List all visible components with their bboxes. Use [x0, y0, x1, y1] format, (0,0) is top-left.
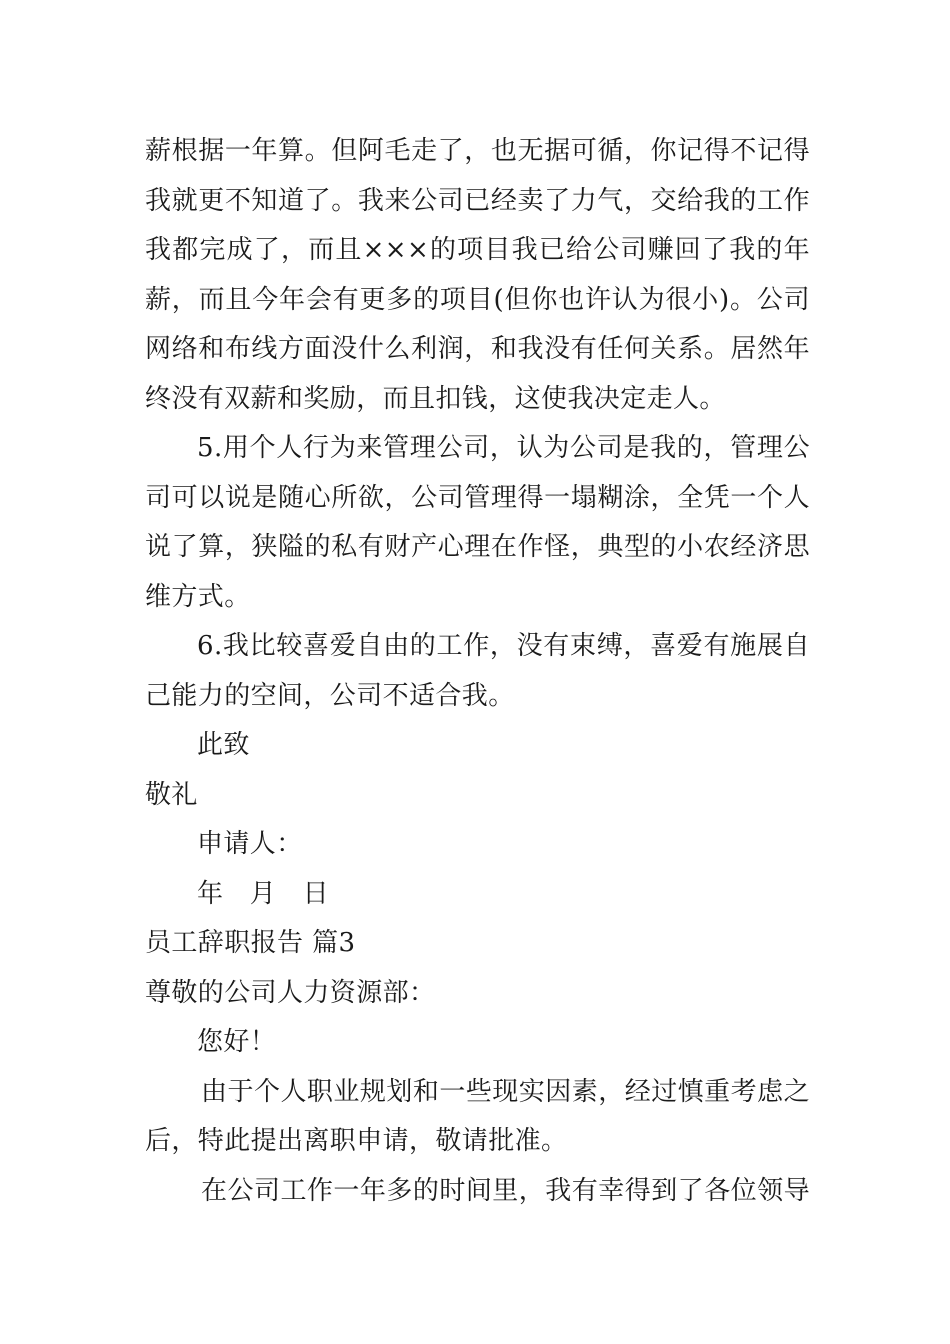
- letter-greeting: 您好！: [197, 1027, 277, 1057]
- list-item-5: 5.用个人行为来管理公司，认为公司是我的，管理公: [197, 433, 810, 463]
- text-line: 后，特此提出离职申请，敬请批准。: [145, 1126, 568, 1156]
- letter-addressee: 尊敬的公司人力资源部：: [145, 977, 436, 1008]
- text-line: 薪根据一年算。但阿毛走了，也无据可循，你记得不记得: [145, 136, 810, 166]
- text-line: 薪，而且今年会有更多的项目(但你也许认为很小)。公司: [145, 284, 810, 315]
- list-item-6: 6.我比较喜爱自由的工作，没有束缚，喜爱有施展自: [197, 631, 810, 661]
- text-line: 由于个人职业规划和一些现实因素，经过慎重考虑之: [201, 1076, 810, 1107]
- text-line: 我都完成了，而且×××的项目我已给公司赚回了我的年: [145, 235, 810, 265]
- text-line: 终没有双薪和奖励，而且扣钱，这使我决定走人。: [145, 383, 726, 414]
- text-line: 维方式。: [145, 581, 251, 612]
- text-line: 在公司工作一年多的时间里，我有幸得到了各位领导: [201, 1175, 810, 1206]
- date-line: 年 月 日: [197, 878, 330, 909]
- text-line: 己能力的空间，公司不适合我。: [145, 680, 515, 711]
- text-line: 网络和布线方面没什么利润，和我没有任何关系。居然年: [145, 334, 810, 364]
- text-line: 我就更不知道了。我来公司已经卖了力气，交给我的工作: [145, 185, 810, 216]
- section-heading: 员工辞职报告 篇3: [145, 928, 356, 958]
- applicant-label: 申请人：: [197, 829, 303, 859]
- closing-salutation: 此致: [197, 730, 250, 760]
- document-body: [145, 127, 810, 1216]
- text-line: 司可以说是随心所欲，公司管理得一塌糊涂，全凭一个人: [145, 482, 810, 513]
- text-line: 说了算，狭隘的私有财产心理在作怪，典型的小农经济思: [145, 532, 810, 562]
- closing-regards: 敬礼: [145, 779, 198, 810]
